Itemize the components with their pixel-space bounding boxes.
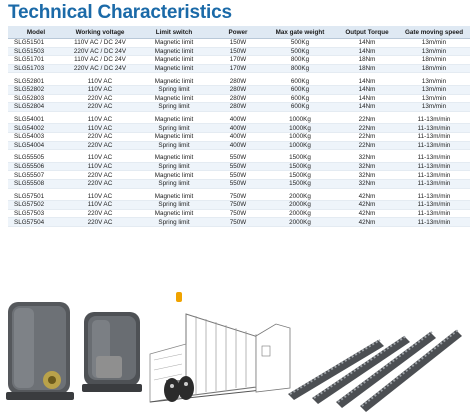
spec-table [8,26,470,227]
table-cell: 1500Kg [264,162,336,171]
table-cell: 220V AC [64,141,136,150]
table-row [8,47,470,56]
table-cell: 170W [212,56,264,65]
table-cell: 14Nm [336,39,398,48]
gear-racks [288,330,462,412]
table-cell: 550W [212,162,264,171]
header-row [8,26,470,39]
table-cell: 110V AC [64,162,136,171]
table-cell: SLG51703 [8,64,64,73]
table-cell: 1500Kg [264,154,336,162]
table-row [8,116,470,124]
table-cell: 18Nm [336,64,398,73]
table-row [8,56,470,65]
table-cell: 550W [212,154,264,162]
table-cell: 11-13m/min [398,124,470,133]
page-title: Technical Characteristics [8,2,232,23]
table-cell: Magnetic limit [136,171,212,180]
table-row [8,218,470,227]
table-cell: 11-13m/min [398,201,470,210]
table-row [8,171,470,180]
table-cell: SLG51501 [8,39,64,48]
table-cell: 32Nm [336,162,398,171]
table-cell: 110V AC [64,77,136,85]
table-cell: Magnetic limit [136,56,212,65]
building-sketch [256,324,290,392]
table-row [8,141,470,150]
column-header: Output Torque [336,26,398,39]
table-row [8,132,470,141]
table-cell: 11-13m/min [398,209,470,218]
table-cell: SLG51701 [8,56,64,65]
table-cell: SLG55506 [8,162,64,171]
table-cell: 18m/min [398,56,470,65]
table-cell: SLG57502 [8,201,64,210]
table-cell: 14Nm [336,85,398,94]
table-cell: SLG52803 [8,94,64,103]
table-cell: 550W [212,171,264,180]
table-cell: 22Nm [336,124,398,133]
table-cell: Magnetic limit [136,116,212,124]
table-cell: 1000Kg [264,124,336,133]
table-cell: 2000Kg [264,218,336,227]
table-cell: 150W [212,47,264,56]
table-cell: 110V AC / DC 24V [64,39,136,48]
table-cell: SLG52804 [8,103,64,112]
table-cell: 1000Kg [264,116,336,124]
table-cell: Spring limit [136,201,212,210]
column-header: Max gate weight [264,26,336,39]
table-cell: SLG52802 [8,85,64,94]
table-cell: 400W [212,132,264,141]
table-cell: 110V AC [64,124,136,133]
table-cell: 110V AC [64,85,136,94]
table-cell: 14Nm [336,94,398,103]
table-cell: 600Kg [264,94,336,103]
table-cell: 11-13m/min [398,218,470,227]
table-cell: 800Kg [264,64,336,73]
table-cell: Magnetic limit [136,154,212,162]
table-cell: Magnetic limit [136,77,212,85]
table-cell: 220V AC [64,94,136,103]
table-cell: 220V AC [64,218,136,227]
table-cell: 750W [212,201,264,210]
table-cell: 22Nm [336,132,398,141]
table-cell: 220V AC [64,132,136,141]
table-cell: 170W [212,64,264,73]
table-cell: Magnetic limit [136,132,212,141]
table-cell: SLG55505 [8,154,64,162]
table-cell: 400W [212,124,264,133]
table-row [8,39,470,48]
table-cell: 18m/min [398,64,470,73]
table-cell: 11-13m/min [398,116,470,124]
table-cell: 22Nm [336,116,398,124]
table-cell: Spring limit [136,85,212,94]
table-cell: 11-13m/min [398,132,470,141]
table-cell: 500Kg [264,47,336,56]
table-cell: SLG54002 [8,124,64,133]
table-cell: SLG51503 [8,47,64,56]
table-cell: 14Nm [336,77,398,85]
table-cell: 32Nm [336,171,398,180]
table-cell: SLG54001 [8,116,64,124]
table-cell: 13m/min [398,77,470,85]
table-cell: 750W [212,193,264,201]
table-cell: 220V AC [64,171,136,180]
table-cell: 32Nm [336,179,398,188]
table-row [8,77,470,85]
table-cell: 550W [212,179,264,188]
column-header: Model [8,26,64,39]
table-cell: SLG52801 [8,77,64,85]
table-cell: Magnetic limit [136,47,212,56]
table-row [8,201,470,210]
table-cell: 110V AC / DC 24V [64,56,136,65]
table-cell: 11-13m/min [398,162,470,171]
table-cell: Magnetic limit [136,193,212,201]
column-header: Gate moving speed [398,26,470,39]
table-cell: 1500Kg [264,179,336,188]
table-cell: 750W [212,218,264,227]
table-cell: Magnetic limit [136,94,212,103]
table-cell: Spring limit [136,103,212,112]
table-cell: Magnetic limit [136,39,212,48]
spec-table-body [8,39,470,227]
table-cell: 14Nm [336,47,398,56]
table-cell: 11-13m/min [398,141,470,150]
table-row [8,193,470,201]
table-cell: 13m/min [398,85,470,94]
table-cell: 11-13m/min [398,154,470,162]
table-cell: 600Kg [264,103,336,112]
table-cell: 110V AC [64,154,136,162]
table-cell: 11-13m/min [398,179,470,188]
table-cell: 110V AC [64,116,136,124]
table-row [8,154,470,162]
table-cell: Spring limit [136,179,212,188]
table-cell: SLG55507 [8,171,64,180]
gate-motor-small [82,312,142,392]
table-cell: 600Kg [264,77,336,85]
table-cell: Spring limit [136,162,212,171]
gear-rack-3 [336,332,436,408]
table-cell: 42Nm [336,201,398,210]
table-cell: 22Nm [336,141,398,150]
product-illustration [0,284,474,414]
table-row [8,124,470,133]
table-cell: 280W [212,94,264,103]
table-cell: SLG57501 [8,193,64,201]
table-cell: 280W [212,77,264,85]
table-cell: 1500Kg [264,171,336,180]
table-row [8,209,470,218]
spec-table-header [8,26,470,39]
table-cell: 2000Kg [264,209,336,218]
table-cell: 400W [212,116,264,124]
column-header: Power [212,26,264,39]
table-row [8,162,470,171]
table-cell: 42Nm [336,218,398,227]
table-cell: 1000Kg [264,132,336,141]
table-cell: 220V AC / DC 24V [64,47,136,56]
table-cell: 280W [212,85,264,94]
table-cell: 400W [212,141,264,150]
table-cell: 110V AC [64,201,136,210]
table-cell: 13m/min [398,47,470,56]
column-header: Limit switch [136,26,212,39]
table-cell: 11-13m/min [398,193,470,201]
table-cell: SLG54004 [8,141,64,150]
table-cell: 13m/min [398,39,470,48]
table-cell: 220V AC [64,209,136,218]
table-row [8,179,470,188]
table-cell: Spring limit [136,218,212,227]
table-row [8,94,470,103]
table-cell: 2000Kg [264,201,336,210]
table-cell: 42Nm [336,193,398,201]
table-cell: 18Nm [336,56,398,65]
table-cell: 11-13m/min [398,171,470,180]
table-cell: 1000Kg [264,141,336,150]
table-cell: 150W [212,39,264,48]
table-cell: 13m/min [398,94,470,103]
table-cell: Magnetic limit [136,64,212,73]
table-cell: SLG55508 [8,179,64,188]
table-cell: 220V AC / DC 24V [64,64,136,73]
table-cell: 32Nm [336,154,398,162]
table-cell: 2000Kg [264,193,336,201]
table-cell: SLG57504 [8,218,64,227]
table-cell: 500Kg [264,39,336,48]
table-cell: 42Nm [336,209,398,218]
table-cell: 220V AC [64,103,136,112]
table-cell: 110V AC [64,193,136,201]
table-cell: 280W [212,103,264,112]
table-cell: SLG57503 [8,209,64,218]
table-row [8,103,470,112]
table-cell: Spring limit [136,141,212,150]
gate-motor-large [6,302,74,400]
table-row [8,85,470,94]
table-row [8,64,470,73]
table-cell: 750W [212,209,264,218]
table-cell: 600Kg [264,85,336,94]
table-cell: 220V AC [64,179,136,188]
table-cell: 13m/min [398,103,470,112]
table-cell: 800Kg [264,56,336,65]
table-cell: Spring limit [136,124,212,133]
table-cell: SLG54003 [8,132,64,141]
table-cell: 14Nm [336,103,398,112]
table-cell: Magnetic limit [136,209,212,218]
column-header: Working voltage [64,26,136,39]
